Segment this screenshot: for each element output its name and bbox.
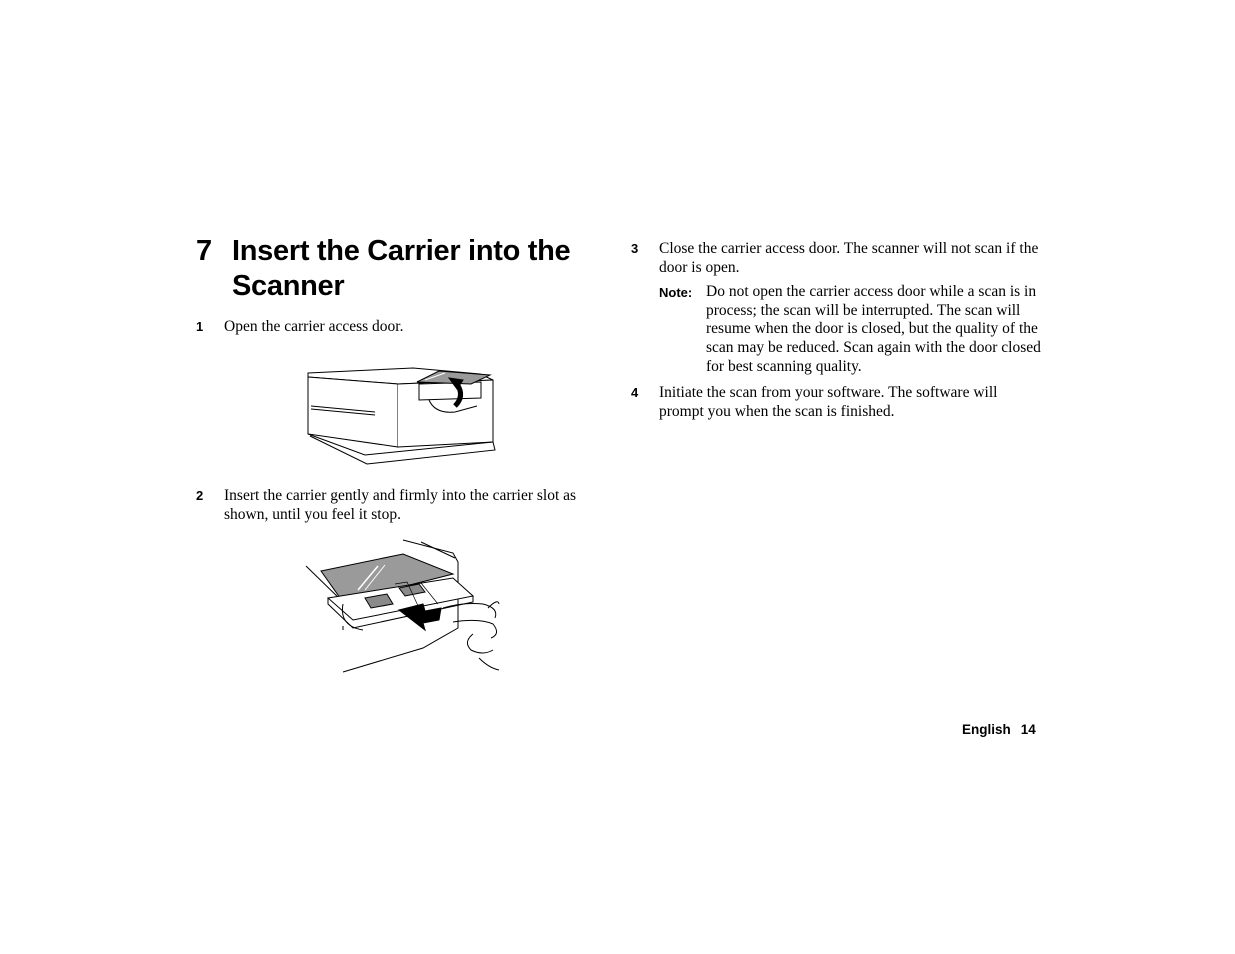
step-text: Initiate the scan from your software. The software will prompt you when the scan is finished. (659, 384, 998, 420)
step-text: Open the carrier access door. (224, 318, 404, 335)
step-text: Close the carrier access door. The scanner will not scan if the door is open. (659, 240, 1039, 276)
step-number: 2 (196, 488, 204, 503)
note-text: Do not open the carrier access door while a scan is in process; the scan will be interrupted. The scan will resume when the door is closed, but the quality of the scan may be reduced. Scan again with the door closed for best scanning quality. (706, 283, 1041, 375)
step-number: 4 (631, 385, 639, 400)
page-footer (962, 722, 1036, 737)
section-title: Insert the Carrier into the Scanner (232, 235, 571, 302)
step-number: 1 (196, 319, 204, 334)
section-number: 7 (196, 235, 212, 267)
step-number: 3 (631, 241, 639, 256)
page-number: 14 (1020, 722, 1036, 737)
note-label: Note: (659, 285, 693, 300)
step-text: Insert the carrier gently and firmly into the carrier slot as shown, until you feel it stop. (224, 487, 577, 523)
footer-language: English (962, 722, 1011, 737)
scanner-open-door-illustration (305, 362, 500, 470)
insert-carrier-illustration (303, 538, 503, 676)
